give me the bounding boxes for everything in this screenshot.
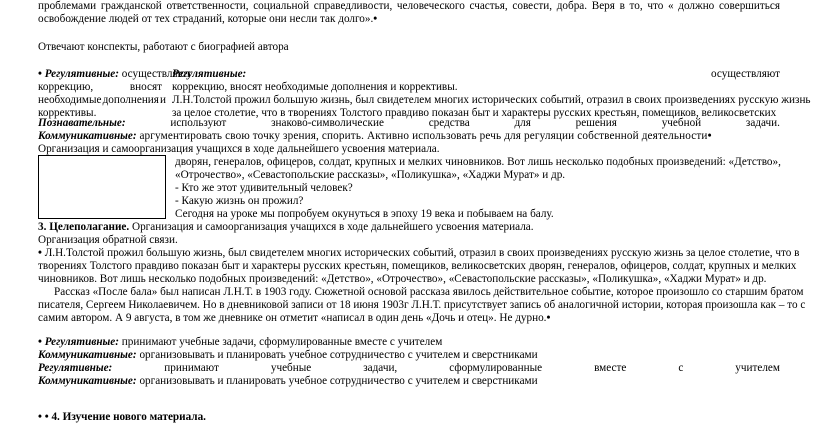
bullet-icon: • (373, 13, 378, 25)
paragraph-line: самим автором. А 9 августа, в том же дневнике он отметит «написал в один день «Дочь и отец». Не дурно.• (38, 312, 551, 324)
paragraph-line: Организация обратной связи. (38, 234, 178, 246)
paragraph-line: чиновников. Вот лишь несколько подобных произведений: «Детство», «Отрочество», «Севастопольские рассказы», «Поликушка», «Хаджи Мурат» и др. (38, 273, 767, 285)
right-column-line: за целое столетие, что в творениях Толстого правдиво показан быт и характеры русских крестьян, помещиков, великосветских (172, 107, 777, 119)
poznavatelnye-line: Познавательные: используют знаково-символические средства для решения учебной задачи. (38, 117, 780, 129)
left-column-line: необходимые дополнения и (38, 94, 166, 106)
kommunikativnye-line: Коммуникативные: организовывать и планировать учебное сотрудничество с учителем и сверстниками (38, 349, 538, 361)
paragraph-line: писателя, Сергеем Николаевичем. Но в дневниковой записи от 18 июня 1903г Л.Н.Т. присутствует запись об аналогичной истории, которая произошла как – то с (38, 299, 806, 311)
section-heading: 3. Целеполагание. Организация и самоорганизация учащихся в ходе дальнейшего усвоения материала. (38, 221, 534, 233)
bullet-icon: • (38, 336, 42, 348)
left-column-line: коррекцию, вносят (38, 81, 162, 93)
paragraph-line: Отвечают конспекты, работают с биографией автора (38, 41, 289, 53)
paragraph-line: Организация и самоорганизация учащихся в ходе дальнейшего усвоения материала. (38, 143, 440, 155)
regulyativnye-line: Регулятивные: принимают учебные задачи, сформулированные вместе с учителем (38, 362, 780, 374)
bullet-icon: • (38, 247, 42, 259)
section-heading: • • 4. Изучение нового материала. (38, 411, 206, 423)
kommunikativnye-line: Коммуникативные: аргументировать свою точку зрения, спорить. Активно использовать речь для регуляции собственной деятельности• (38, 130, 712, 142)
box-side-line: - Какую жизнь он прожил? (175, 195, 304, 207)
left-column-line: • Регулятивные: осуществляют (38, 68, 191, 80)
paragraph-line: освобождение людей от тех страданий, которые они несли так долго».• (38, 13, 378, 25)
bullet-icon: • (38, 68, 42, 80)
box-side-line: «Отрочество», «Севастопольские рассказы», «Поликушка», «Хаджи Мурат» и др. (175, 169, 566, 181)
left-column-line: коррективы. (38, 107, 97, 119)
bullet-icon: • (707, 130, 712, 142)
paragraph-line: • Л.Н.Толстой прожил большую жизнь, был свидетелем многих исторических событий, отразил в своих произведениях русскую жизнь за целое столетие, что в (38, 247, 800, 259)
kommunikativnye-line: Коммуникативные: организовывать и планировать учебное сотрудничество с учителем и сверстниками (38, 375, 538, 387)
right-column-line: коррекцию, вносят необходимые дополнения и коррективы. (172, 81, 458, 93)
right-column-line: Регулятивные: осуществляют (172, 68, 780, 80)
right-column-line: Л.Н.Толстой прожил большую жизнь, был свидетелем многих исторических событий, отразил в своих произведениях русскую жизнь (172, 94, 811, 106)
bullet-icon: • • (38, 411, 49, 423)
regulyativnye-line: • Регулятивные: принимают учебные задачи, сформулированные вместе с учителем (38, 336, 443, 348)
bullet-icon: • (546, 312, 551, 324)
paragraph-line: проблемами гражданской ответственности, социальной справедливости, человеческого счастья, совести, добра. Веря в то, что « должно совершиться (38, 0, 780, 12)
box-side-line: - Кто же этот удивительный человек? (175, 182, 353, 194)
box-side-line: Сегодня на уроке мы попробуем окунуться в эпоху 19 века и побываем на балу. (175, 208, 554, 220)
paragraph-line: Рассказ «После бала» был написан Л.Н.Т. в 1903 году. Сюжетной основой рассказа явилось действительное событие, которое произошло со старшим братом (54, 286, 804, 298)
empty-frame (38, 155, 166, 219)
paragraph-line: творениях Толстого правдиво показан быт и характеры русских крестьян, помещиков, великосветских дворян, генералов, офицеров, солдат, крупных и мелких (38, 260, 797, 272)
box-side-line: дворян, генералов, офицеров, солдат, крупных и мелких чиновников. Вот лишь несколько подобных произведений: «Детство», (175, 156, 781, 168)
